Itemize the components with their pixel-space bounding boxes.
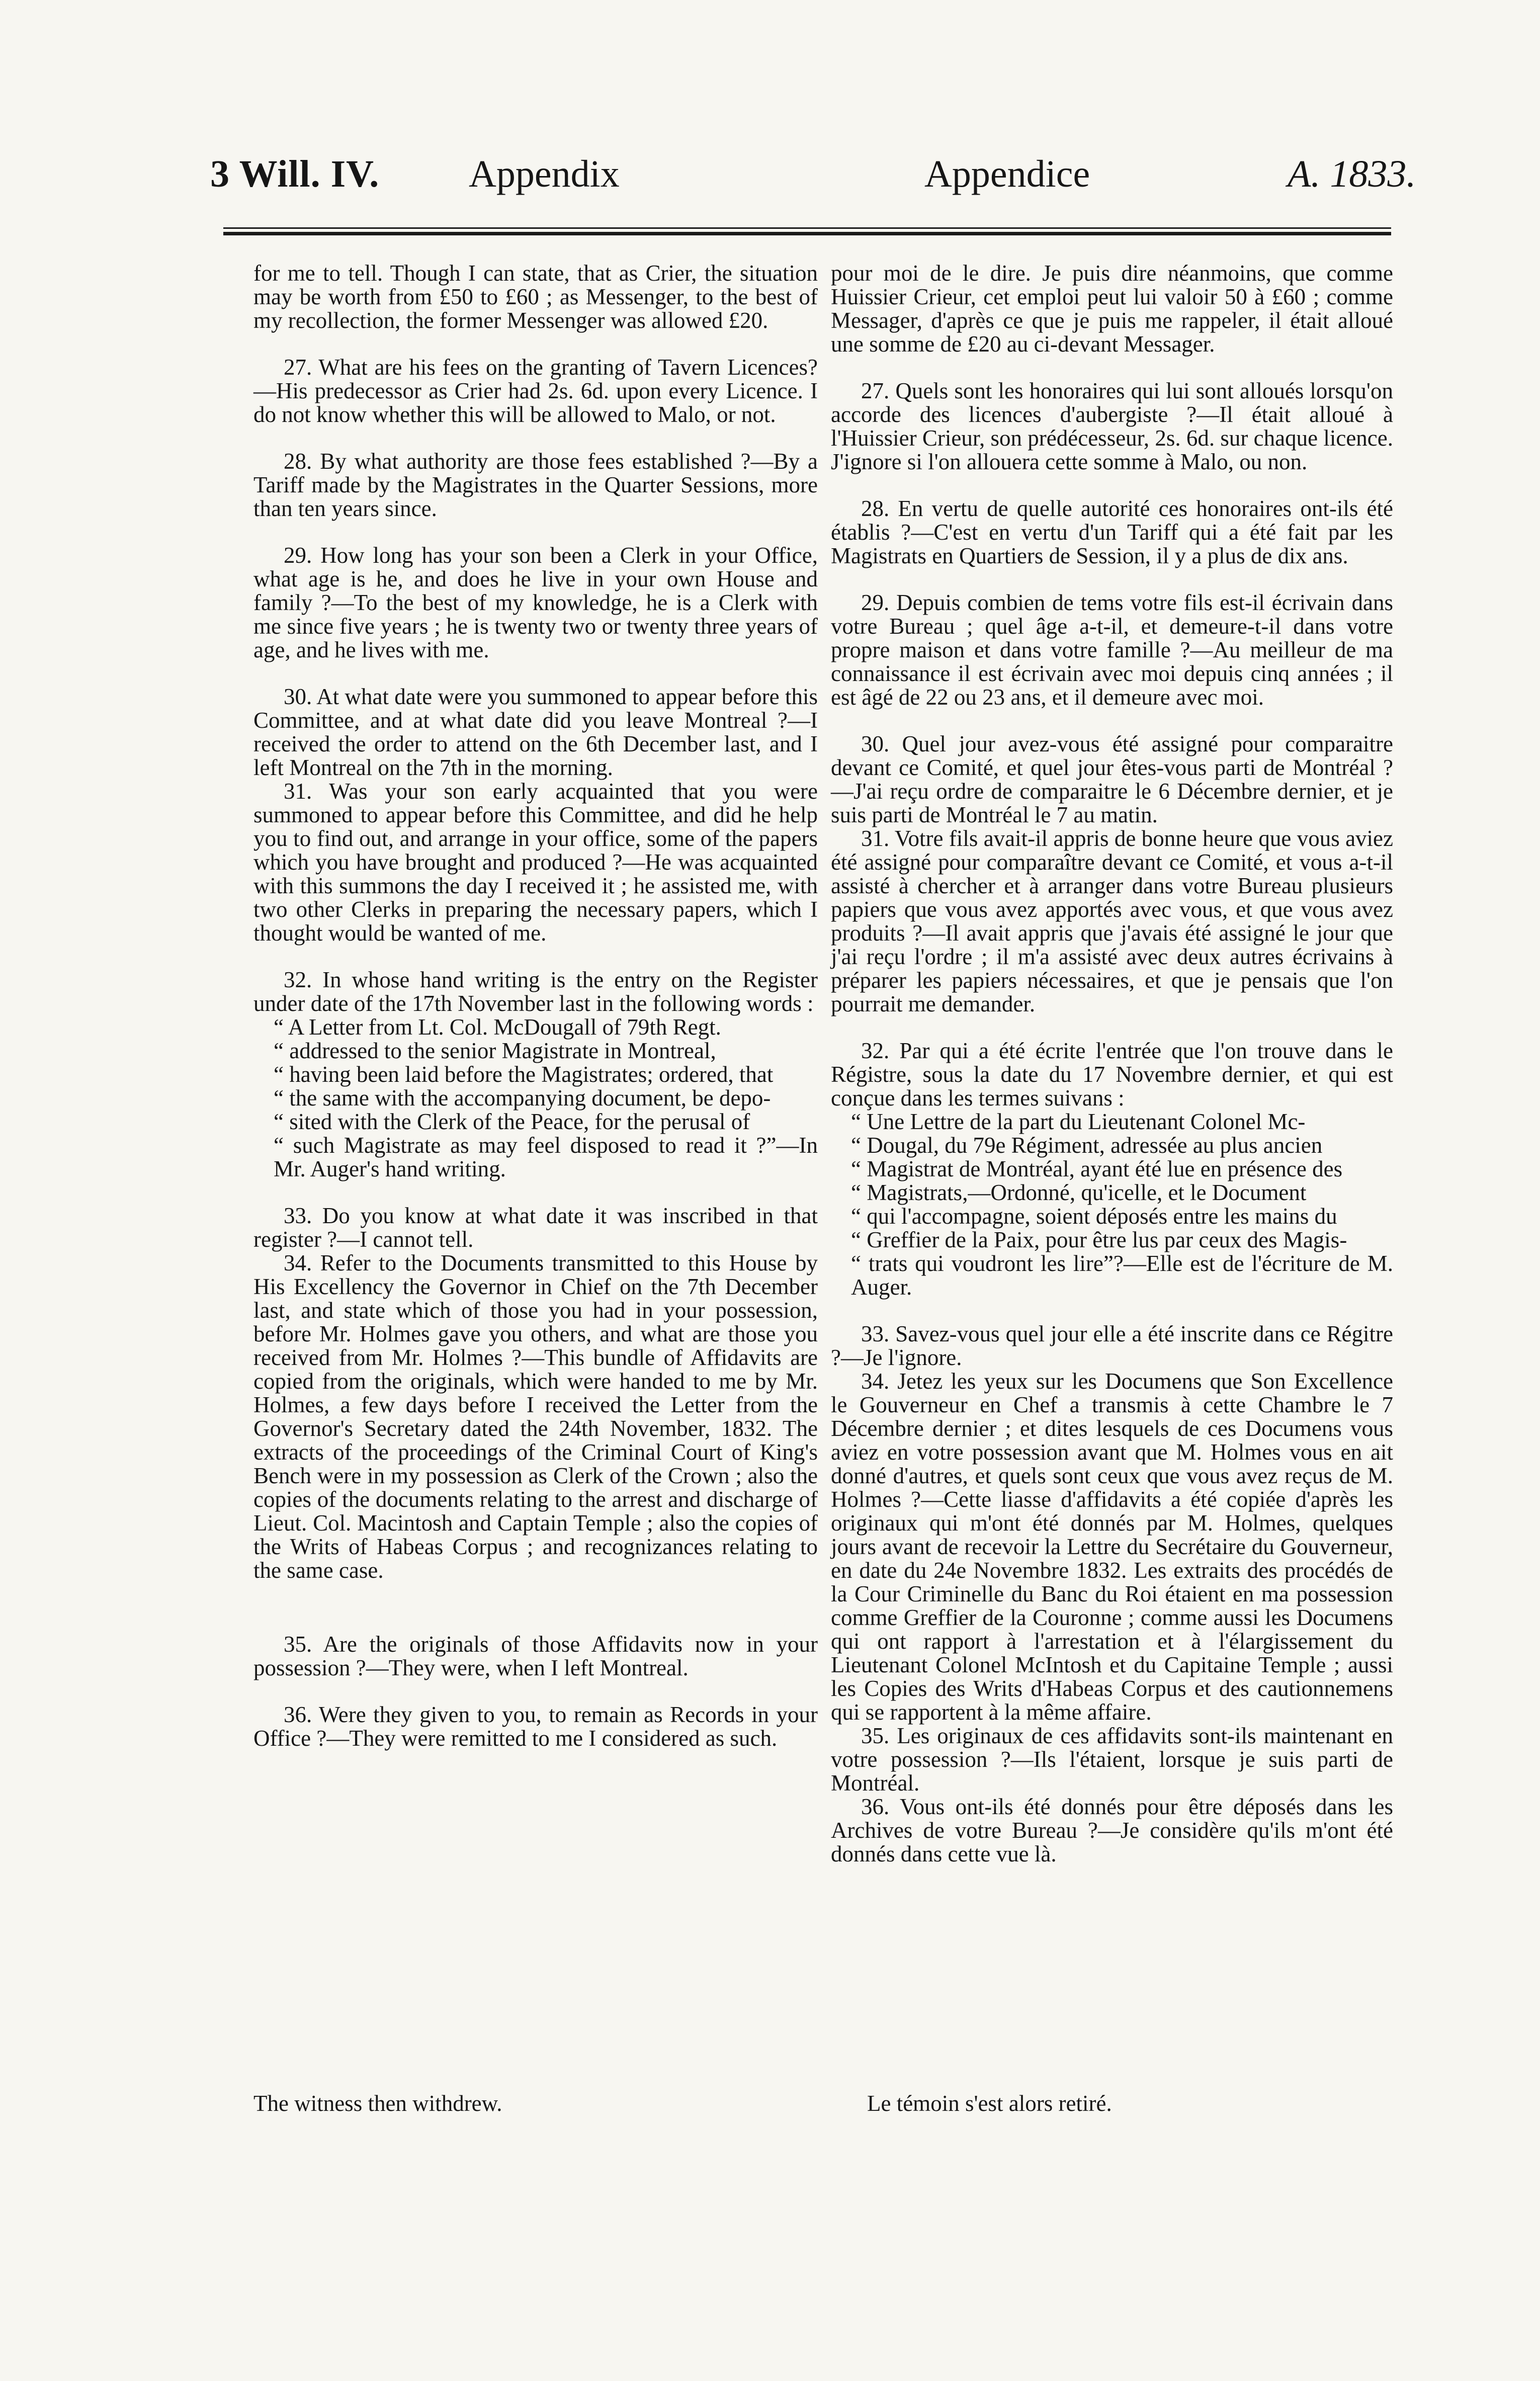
english-paragraph-continuation: for me to tell. Though I can state, that as Crier, the situation may be worth from £50 to £60 ; as Messenger, to the best of my recollection, the former Messenger was allowed £20. — [253, 261, 818, 333]
header-thin-rule — [223, 227, 1391, 229]
english-question-33: 33. Do you know at what date it was inscribed in that register ?—I cannot tell. — [253, 1203, 818, 1252]
english-question-29: 29. How long has your son been a Clerk in your Office, what age is he, and does he live in your own House and family ?—To the best of my knowledge, he is a Clerk with me since five years ; he is twenty two or twenty three years of age, and he lives with me. — [253, 543, 818, 662]
english-witness-withdrew: The witness then withdrew. — [253, 2091, 502, 2116]
english-question-28: 28. By what authority are those fees established ?—By a Tariff made by the Magistrates in the Quarter Sessions, more than ten years since. — [253, 449, 818, 521]
french-question-36: 36. Vous ont-ils été donnés pour être déposés dans les Archives de votre Bureau ?—Je considère qu'ils m'ont été donnés dans cette vue là. — [831, 1794, 1393, 1866]
french-witness-withdrew: Le témoin s'est alors retiré. — [867, 2091, 1112, 2116]
french-question-27: 27. Quels sont les honoraires qui lui sont alloués lorsqu'on accorde des licences d'aubergiste ?—Il était alloué à l'Huissier Crieur, son prédécesseur, 2s. 6d. sur chaque licence. J'ignore si l'on allouera cette somme à Malo, ou non. — [831, 378, 1393, 474]
english-quote-line: “ addressed to the senior Magistrate in Montreal, — [274, 1038, 716, 1063]
french-question-34: 34. Jetez les yeux sur les Documens que Son Excellence le Gouverneur en Chef a transmis à cette Chambre le 7 Décembre dernier ; et dites lesquels de ces Documens vous aviez en votre possession avant que M. Holmes vous en ait donné d'autres, et quels sont ceux que vous avez reçus de M. Holmes ?—Cette liasse d'affidavits a été copiée d'après les originaux qui m'ont été donnés par M. Holmes, quelques jours avant de recevoir la Lettre du Secrétaire du Gouverneur, en date du 24e Novembre 1832. Les extraits des procédés de la Cour Criminelle du Banc du Roi étaient en ma possession comme Greffier de la Couronne ; comme aussi les Documens qui ont rapport à l'arrestation et à l'élargissement du Lieutenant Colonel McIntosh et du Capitaine Temple ; aussi les Copies des Writs d'Habeas Corpus et des cautionnemens qui se rapportent à la même affaire. — [831, 1369, 1393, 1725]
english-question-31: 31. Was your son early acquainted that you were summoned to appear before this Committee, and did he help you to find out, and arrange in your office, some of the papers which you have brought and produced ?—He was acquainted with this summons the day I received it ; he assisted me, with two other Clerks in preparing the necessary papers, which I thought would be wanted of me. — [253, 779, 818, 946]
french-question-30: 30. Quel jour avez-vous été assigné pour comparaitre devant ce Comité, et quel jour êtes-vous parti de Montréal ?—J'ai reçu ordre de comparaitre le 6 Décembre dernier, et je suis parti de Montréal le 7 au matin. — [831, 731, 1393, 827]
english-question-35: 35. Are the originals of those Affidavits now in your possession ?—They were, when I left Montreal. — [253, 1632, 818, 1680]
french-question-33: 33. Savez-vous quel jour elle a été inscrite dans ce Régitre ?—Je l'ignore. — [831, 1321, 1393, 1370]
header-appendix-english: Appendix — [469, 153, 620, 195]
header-year: A. 1833. — [1288, 153, 1416, 195]
french-column — [831, 262, 1393, 1889]
english-question-32: 32. In whose hand writing is the entry on the Register under date of the 17th November last in the following words : — [253, 967, 818, 1016]
english-question-30: 30. At what date were you summoned to appear before this Committee, and at what date did you leave Montreal ?—I received the order to attend on the 6th December last, and I left Montreal on the 7th in the morning. — [253, 684, 818, 780]
french-question-35: 35. Les originaux de ces affidavits sont-ils maintenant en votre possession ?—Ils l'étaient, lorsque je suis parti de Montréal. — [831, 1723, 1393, 1796]
french-quote-line: “ Greffier de la Paix, pour être lus par ceux des Magis- — [851, 1227, 1347, 1252]
french-question-28: 28. En vertu de quelle autorité ces honoraires ont-ils été établis ?—C'est en vertu d'un Tariff qui a été fait par les Magistrats en Quartiers de Session, il y a plus de dix ans. — [831, 496, 1393, 568]
english-quote-line: “ having been laid before the Magistrates; ordered, that — [274, 1062, 774, 1087]
french-paragraph-continuation: pour moi de le dire. Je puis dire néanmoins, que comme Huissier Crieur, cet emploi peut lui valoir 50 à £60 ; comme Messager, d'après ce que je puis me rappeler, il était alloué une somme de £20 au ci-devant Messager. — [831, 261, 1393, 357]
french-question-31: 31. Votre fils avait-il appris de bonne heure que vous aviez été assigné pour comparaître devant ce Comité, et vous a-t-il assisté à chercher et à arranger dans votre Bureau plusieurs papiers que vous avez apportés avec vous, et que vous avez produits ?—Il avait appris que j'avais été assigné le jour que j'ai reçu l'ordre ; il m'a assisté avec deux autres écrivains à préparer les papiers nécessaires, et que je pensais que l'on pourrait me demander. — [831, 826, 1393, 1016]
header-appendix-french: Appendice — [924, 153, 1090, 195]
header-thick-rule — [223, 232, 1391, 235]
french-question-32: 32. Par qui a été écrite l'entrée que l'on trouve dans le Régistre, sous la date du 17 Novembre dernier, et qui est conçue dans les termes suivans : — [831, 1038, 1393, 1111]
english-quote-line: “ A Letter from Lt. Col. McDougall of 79th Regt. — [274, 1014, 721, 1040]
french-quote-line: “ Dougal, du 79e Régiment, adressée au plus ancien — [851, 1133, 1323, 1158]
english-question-36: 36. Were they given to you, to remain as Records in your Office ?—They were remitted to me I considered as such. — [253, 1702, 818, 1751]
english-quote-line: “ the same with the accompanying document, be depo- — [274, 1085, 771, 1111]
english-question-34: 34. Refer to the Documents transmitted to this House by His Excellency the Governor in Chief on the 7th December last, and state which of those you had in your possession, before Mr. Holmes gave you others, and what are those you received from Mr. Holmes ?—This bundle of Affidavits are copied from the originals, which were handed to me by Mr. Holmes, a few days before I received the Letter from the Governor's Secretary dated the 24th November, 1832. The extracts of the proceedings of the Criminal Court of King's Bench were in my possession as Clerk of the Crown ; also the copies of the documents relating to the arrest and discharge of Lieut. Col. Macintosh and Captain Temple ; also the copies of the Writs of Habeas Corpus ; and recognizances relating to the same case. — [253, 1250, 818, 1583]
english-quote-line: “ such Magistrate as may feel disposed to read it ?”—In Mr. Auger's hand writing. — [274, 1133, 818, 1181]
french-quote-line: “ Magistrats,—Ordonné, qu'icelle, et le Document — [851, 1180, 1307, 1205]
french-question-29: 29. Depuis combien de tems votre fils est-il écrivain dans votre Bureau ; quel âge a-t-il, et demeure-t-il dans votre propre maison et dans votre famille ?—Au meilleur de ma connaissance il est écrivain avec moi depuis cinq années ; il est âgé de 22 ou 23 ans, et il demeure avec moi. — [831, 590, 1393, 710]
english-quote-line: “ sited with the Clerk of the Peace, for the perusal of — [274, 1109, 750, 1134]
header-regnal-year: 3 Will. IV. — [210, 153, 380, 195]
english-column — [253, 262, 818, 1773]
french-quote-line: “ Magistrat de Montréal, ayant été lue en présence des — [851, 1156, 1343, 1181]
english-question-27: 27. What are his fees on the granting of Tavern Licences?—His predecessor as Crier had 2s. 6d. upon every Licence. I do not know whether this will be allowed to Malo, or not. — [253, 355, 818, 427]
french-quote-line: “ Une Lettre de la part du Lieutenant Colonel Mc- — [851, 1109, 1306, 1134]
french-quote-line: “ qui l'accompagne, soient déposés entre les mains du — [851, 1204, 1337, 1229]
french-quote-line: “ trats qui voudront les lire”?—Elle est de l'écriture de M. Auger. — [851, 1251, 1393, 1300]
